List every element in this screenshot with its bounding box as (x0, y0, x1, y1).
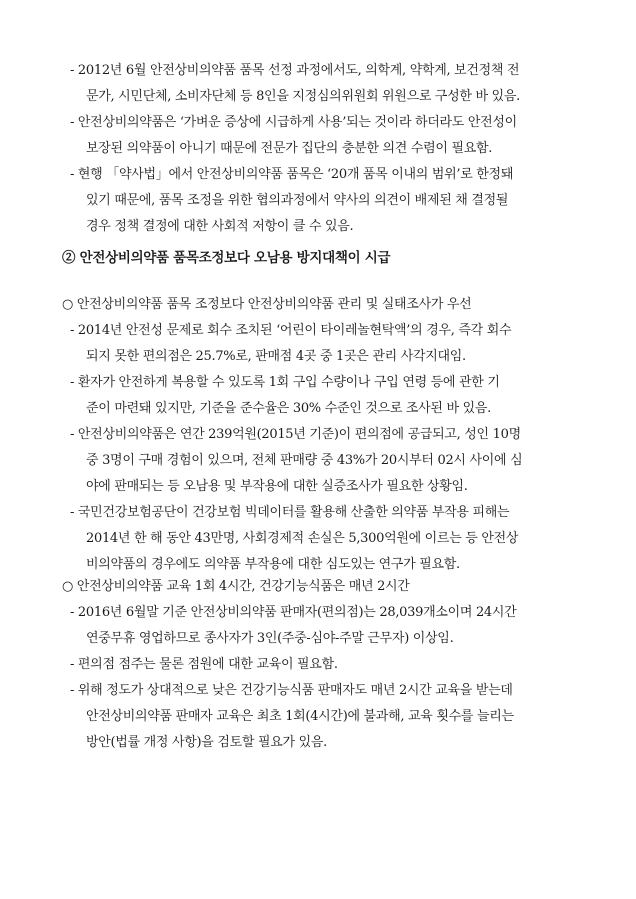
bullet-line: 준이 마련돼 있지만, 기준을 준수율은 30% 수준인 것으로 조사된 바 있음. (86, 401, 491, 416)
bullet-line: 2014년 한 해 동안 43만명, 사회경제적 손실은 5,300억원에 이르는 등 안전상 (86, 531, 519, 546)
bullet-line: 비의약품의 경우에도 의약품 부작용에 대한 심도있는 연구가 필요함. (86, 557, 460, 572)
bullet-line: - 안전상비의약품은 ‘가벼운 증상에 시급하게 사용’되는 것이라 하더라도 안전성이 (70, 115, 517, 130)
group2 (62, 574, 582, 756)
bullet-line: 연중무휴 영업하므로 종사자가 3인(주중-심야-주말 근무자) 이상임. (86, 631, 454, 646)
bullet-item (62, 58, 582, 110)
bullet-item (62, 110, 582, 162)
bullet-item (62, 162, 582, 240)
section-heading (62, 245, 582, 271)
section1-bullets (62, 58, 582, 240)
bullet-line: 있기 때문에, 품목 조정을 위한 협의과정에서 약사의 의견이 배제된 채 결정될 (86, 193, 509, 208)
bullet-item (62, 500, 582, 578)
bullet-line: - 2012년 6월 안전상비의약품 품목 선정 과정에서도, 의학계, 약학계, 보건정책 전 (70, 63, 520, 78)
bullet-line: - 국민건강보험공단이 건강보험 빅데이터를 활용해 산출한 의약품 부작용 피해는 (70, 505, 510, 520)
bullet-line: - 현행 「약사법」에서 안전상비의약품 품목은 ‘20개 품목 이내의 범위’로 한정돼 (70, 167, 514, 182)
bullet-item (62, 652, 582, 678)
bullet-item (62, 422, 582, 500)
bullet-line: 야에 판매되는 등 오남용 및 부작용에 대한 실증조사가 필요한 상황임. (86, 479, 468, 494)
bullet-line: 중 3명이 구매 경험이 있으며, 전체 판매량 중 43%가 20시부터 02시 사이에 심 (86, 453, 523, 468)
bullet-line: - 환자가 안전하게 복용할 수 있도록 1회 구입 수량이나 구입 연령 등에 관한 기 (70, 375, 500, 390)
bullet-item (62, 318, 582, 370)
bullet-item (62, 600, 582, 652)
bullet-line: 경우 정책 결정에 대한 사회적 저항이 클 수 있음. (86, 219, 354, 234)
bullet-line: 되지 못한 편의점은 25.7%로, 판매점 4곳 중 1곳은 관리 사각지대임. (86, 349, 466, 364)
bullet-item (62, 370, 582, 422)
bullet-line: 보장된 의약품이 아니기 때문에 전문가 집단의 충분한 의견 수렴이 필요함. (86, 141, 493, 156)
bullet-line: - 2014년 안전성 문제로 회수 조치된 ‘어린이 타이레놀현탁액’의 경우, 즉각 회수 (70, 323, 512, 338)
group-title: ○ 안전상비의약품 품목 조정보다 안전상비의약품 관리 및 실태조사가 우선 (62, 297, 472, 312)
bullet-line: - 2016년 6월말 기준 안전상비의약품 판매자(편의점)는 28,039개소이며 24시간 (70, 605, 517, 620)
group1 (62, 292, 582, 578)
bullet-line: - 위해 정도가 상대적으로 낮은 건강기능식품 판매자도 매년 2시간 교육을 받는데 (70, 683, 513, 698)
bullet-line: 방안(법률 개정 사항)을 검토할 필요가 있음. (86, 735, 327, 750)
bullet-line: 안전상비의약품 판매자 교육은 최초 1회(4시간)에 불과해, 교육 횟수를 늘리는 (86, 709, 514, 724)
group-title: ○ 안전상비의약품 교육 1회 4시간, 건강기능식품은 매년 2시간 (62, 579, 410, 594)
bullet-line: - 안전상비의약품은 연간 239억원(2015년 기준)이 편의점에 공급되고, 성인 10명 (70, 427, 521, 442)
bullet-line: 문가, 시민단체, 소비자단체 등 8인을 지정심의위원회 위원으로 구성한 바 있음. (86, 89, 520, 104)
bullet-line: - 편의점 점주는 물론 점원에 대한 교육이 필요함. (70, 657, 338, 672)
bullet-item (62, 678, 582, 756)
section-heading-text: ② 안전상비의약품 품목조정보다 오남용 방지대책이 시급 (62, 250, 391, 266)
